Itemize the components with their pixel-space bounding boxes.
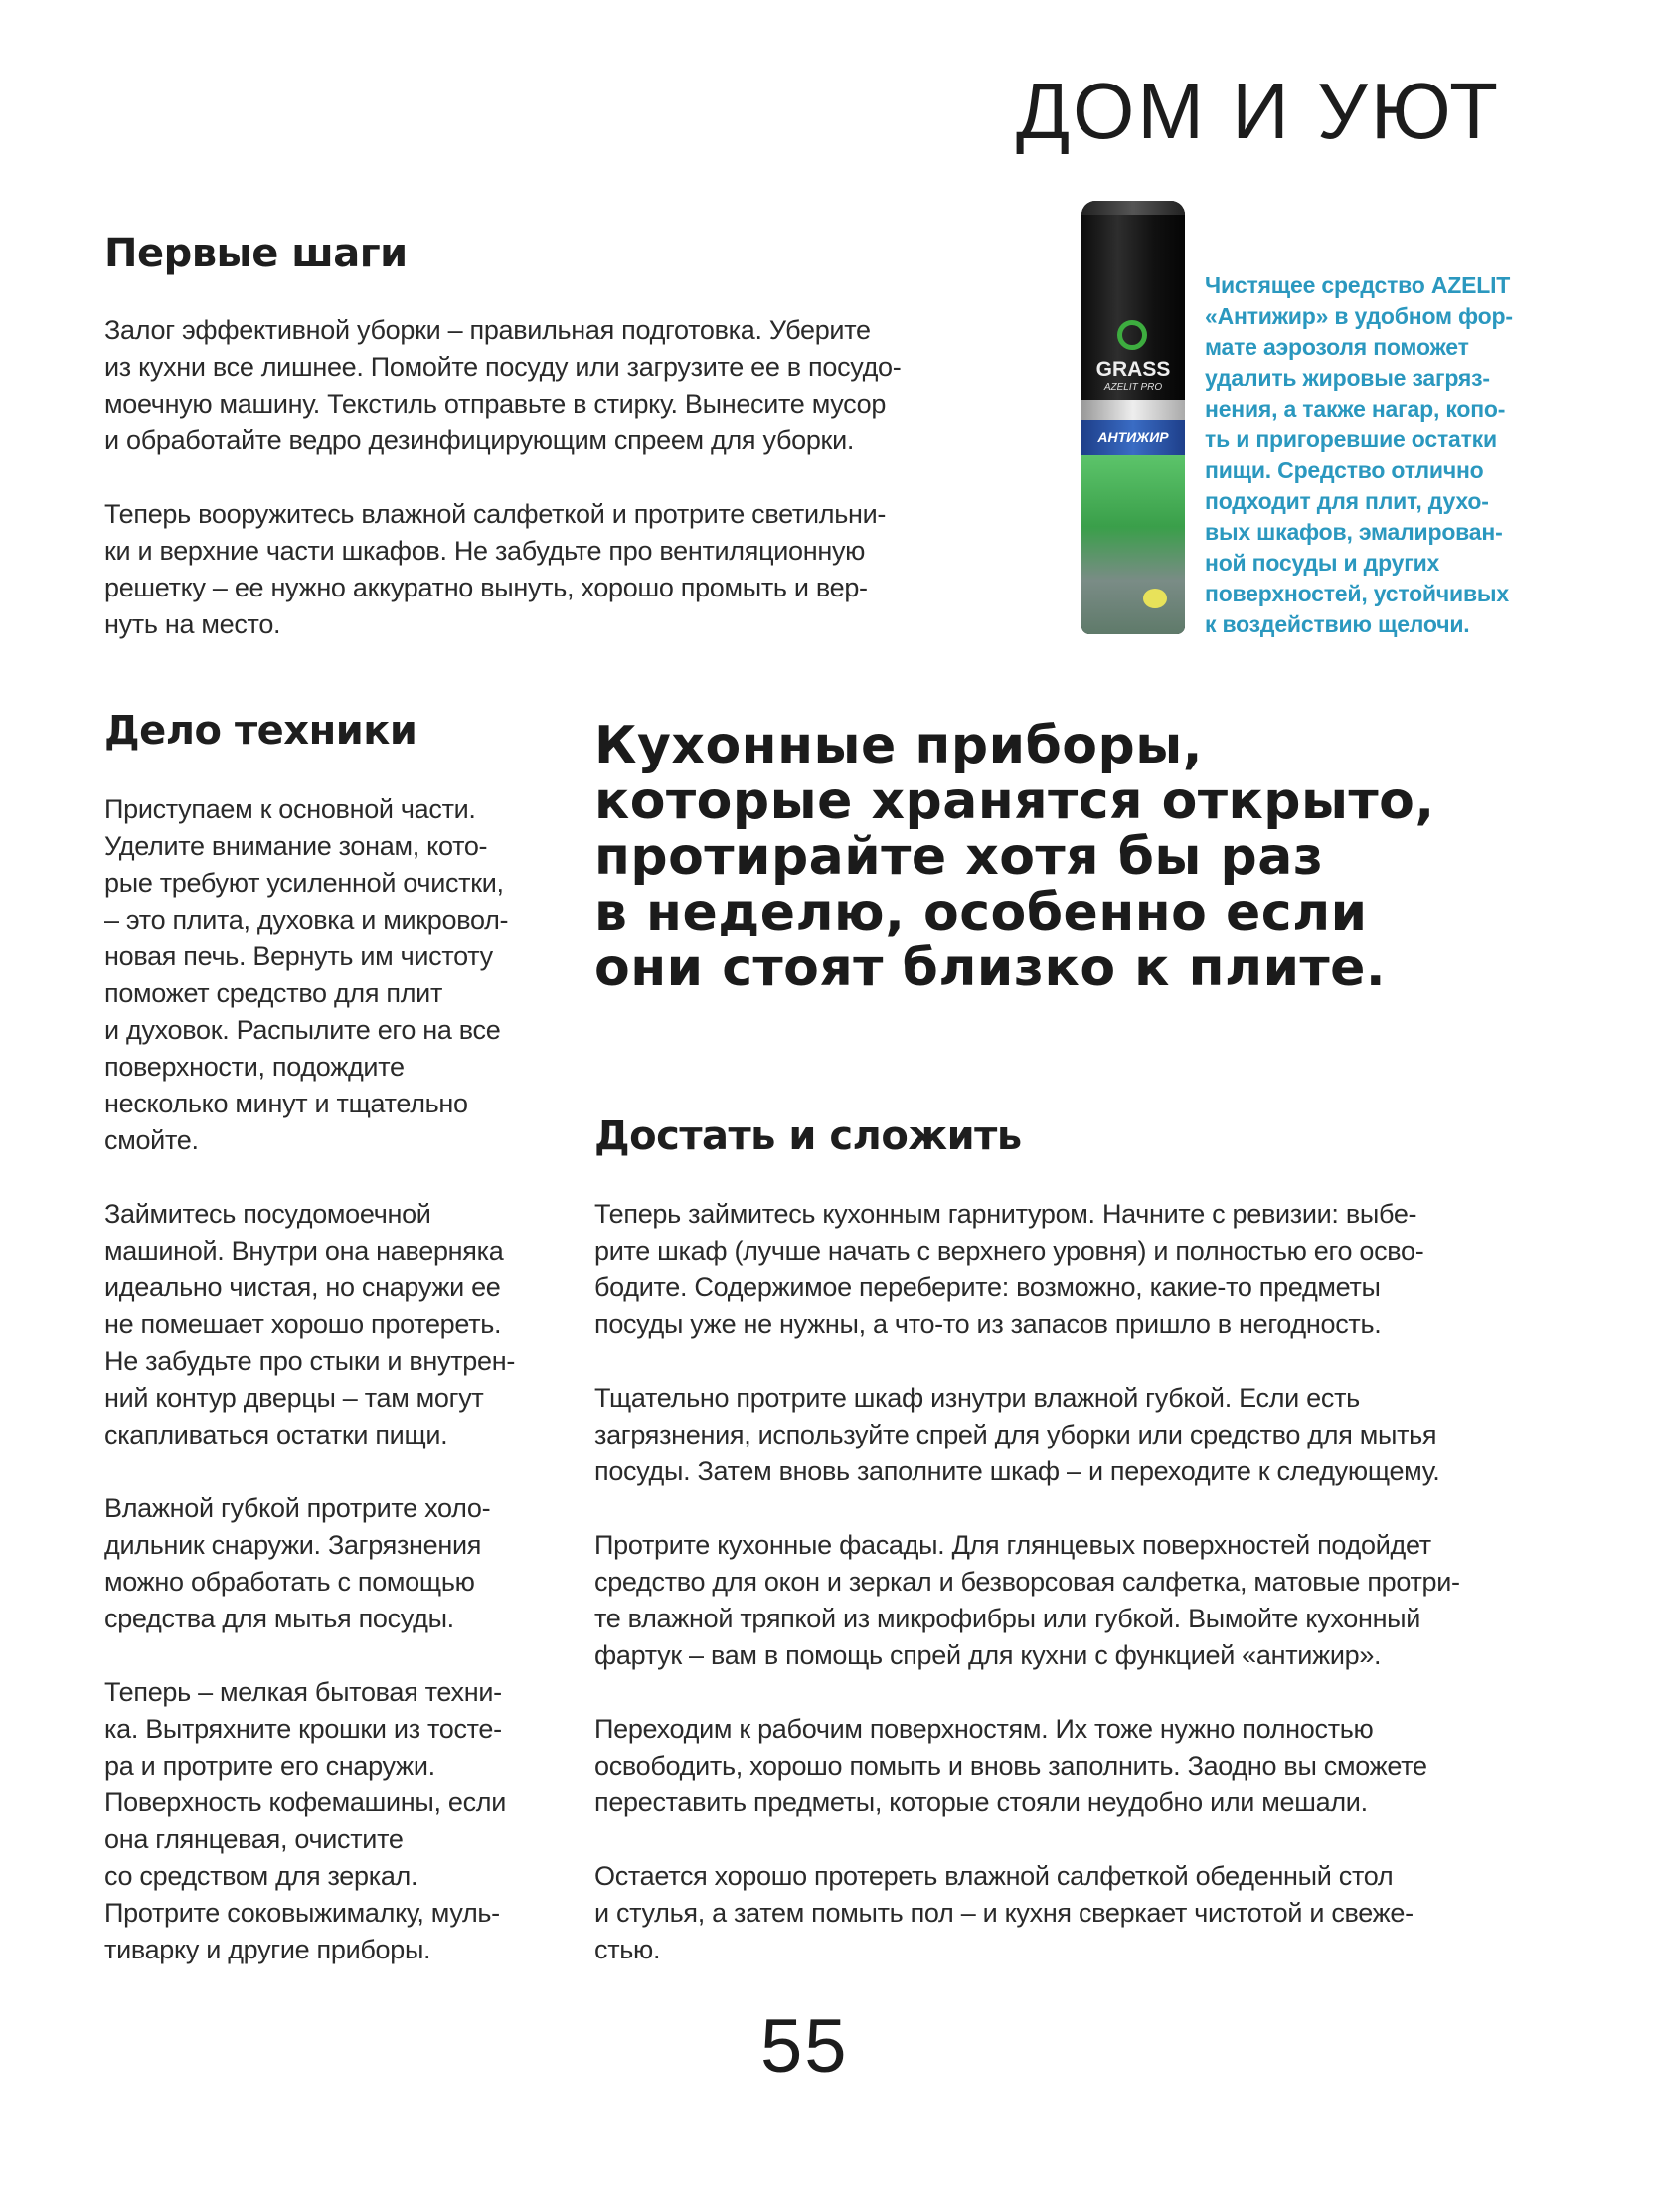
can-green-area xyxy=(1081,455,1185,634)
text-line: смойте. xyxy=(104,1125,199,1155)
paragraph xyxy=(594,1196,1460,1343)
text-line: которые хранятся открыто, xyxy=(594,771,1435,831)
text-line: Уделите внимание зонам, кото- xyxy=(104,831,488,861)
text-line: они стоят близко к плите. xyxy=(594,938,1387,998)
text-line: Поверхность кофемашины, если xyxy=(104,1787,507,1817)
text-line: рые требуют усиленной очистки, xyxy=(104,868,504,898)
lemon-icon xyxy=(1143,589,1167,608)
text-line: фартук – вам в помощь спрей для кухни с функцией «антижир». xyxy=(594,1640,1382,1670)
text-line: Приступаем к основной части. xyxy=(104,794,476,824)
text-line: скапливаться остатки пищи. xyxy=(104,1420,448,1449)
text-line: протирайте хотя бы раз xyxy=(594,827,1324,887)
paragraph xyxy=(594,1380,1460,1490)
text-line: ной посуды и других xyxy=(1205,550,1440,576)
text-line: Залог эффективной уборки – правильная подготовка. Уберите xyxy=(104,315,871,345)
text-line: средство для окон и зеркал и безворсовая салфетка, матовые протри- xyxy=(594,1567,1460,1597)
text-line: пищи. Средство отлично xyxy=(1205,457,1484,483)
text-line: к воздействию щелочи. xyxy=(1205,611,1470,637)
paragraph xyxy=(104,1674,515,1968)
text-line: не помешает хорошо протереть. xyxy=(104,1309,502,1339)
paragraph xyxy=(594,1858,1460,1968)
text-line: Переходим к рабочим поверхностям. Их тоже нужно полностью xyxy=(594,1714,1374,1744)
paragraph xyxy=(594,1711,1460,1821)
text-line: Теперь займитесь кухонным гарнитуром. Начните с ревизии: выбе- xyxy=(594,1199,1417,1229)
grass-logo-icon xyxy=(1117,320,1147,350)
technique-text xyxy=(104,791,515,2005)
text-line: тиварку и другие приборы. xyxy=(104,1935,431,1964)
text-line: несколько минут и тщательно xyxy=(104,1089,468,1118)
text-line: и духовок. Распылите его на все xyxy=(104,1015,501,1045)
heading-take-out-and-fold: Достать и сложить xyxy=(594,1113,1022,1159)
page-number: 55 xyxy=(760,2004,849,2089)
heading-first-steps: Первые шаги xyxy=(104,231,408,276)
text-line: – это плита, духовка и микровол- xyxy=(104,905,509,935)
text-line: рите шкаф (лучше начать с верхнего уровня) и полностью его осво- xyxy=(594,1236,1424,1266)
text-line: освободить, хорошо помыть и вновь заполнить. Заодно вы сможете xyxy=(594,1751,1427,1781)
can-label: АНТИЖИР xyxy=(1081,420,1185,455)
text-line: средства для мытья посуды. xyxy=(104,1604,454,1633)
heading-technique: Дело техники xyxy=(104,708,417,754)
take-out-text xyxy=(594,1196,1460,2005)
text-line: мате аэрозоля поможет xyxy=(1205,334,1469,360)
text-line: Протрите соковыжималку, муль- xyxy=(104,1898,500,1928)
text-line: решетку – ее нужно аккуратно вынуть, хорошо промыть и вер- xyxy=(104,573,868,602)
text-line: «Антижир» в удобном фор- xyxy=(1205,303,1513,329)
can-stripe xyxy=(1081,400,1185,420)
text-line: Тщательно протрите шкаф изнутри влажной губкой. Если есть xyxy=(594,1383,1360,1413)
text-line: Теперь вооружитесь влажной салфеткой и протрите светильни- xyxy=(104,499,887,529)
product-caption xyxy=(1205,270,1513,640)
paragraph xyxy=(104,791,515,1159)
text-line: удалить жировые загряз- xyxy=(1205,365,1490,391)
can-brand: GRASS xyxy=(1095,358,1171,381)
can-sub: AZELIT PRO xyxy=(1103,382,1163,393)
text-line: переставить предметы, которые стояли неудобно или мешали. xyxy=(594,1787,1368,1817)
text-line: дильник снаружи. Загрязнения xyxy=(104,1530,482,1560)
text-line: вых шкафов, эмалирован- xyxy=(1205,519,1503,545)
text-line: идеально чистая, но снаружи ее xyxy=(104,1273,501,1302)
text-line: подходит для плит, духо- xyxy=(1205,488,1489,514)
text-line: со средством для зеркал. xyxy=(104,1861,418,1891)
text-line: ка. Вытряхните крошки из тосте- xyxy=(104,1714,502,1744)
text-line: Теперь – мелкая бытовая техни- xyxy=(104,1677,502,1707)
pull-quote xyxy=(594,718,1435,996)
text-line: ки и верхние части шкафов. Не забудьте про вентиляционную xyxy=(104,536,866,566)
first-steps-text xyxy=(104,312,901,680)
text-line: можно обработать с помощью xyxy=(104,1567,475,1597)
text-line: поверхностей, устойчивых xyxy=(1205,581,1509,606)
text-line: посуды уже не нужны, а что-то из запасов пришло в негодность. xyxy=(594,1309,1382,1339)
text-line: в неделю, особенно если xyxy=(594,883,1368,942)
text-line: поверхности, подождите xyxy=(104,1052,405,1082)
text-line: загрязнения, используйте спрей для уборки или средство для мытья xyxy=(594,1420,1437,1449)
text-line: Влажной губкой протрите холо- xyxy=(104,1493,491,1523)
text-line: нуть на место. xyxy=(104,609,281,639)
text-line: новая печь. Вернуть им чистоту xyxy=(104,941,493,971)
can-cap xyxy=(1081,201,1185,215)
text-line: и обработайте ведро дезинфицирующим спреем для уборки. xyxy=(104,425,855,455)
text-line: ть и пригоревшие остатки xyxy=(1205,426,1497,452)
text-line: те влажной тряпкой из микрофибры или губкой. Вымойте кухонный xyxy=(594,1604,1421,1633)
text-line: ний контур дверцы – там могут xyxy=(104,1383,484,1413)
paragraph xyxy=(104,1196,515,1453)
text-line: ра и протрите его снаружи. xyxy=(104,1751,435,1781)
text-line: Протрите кухонные фасады. Для глянцевых поверхностей подойдет xyxy=(594,1530,1431,1560)
text-line: она глянцевая, очистите xyxy=(104,1824,404,1854)
text-line: стью. xyxy=(594,1935,661,1964)
text-line: и стулья, а затем помыть пол – и кухня сверкает чистотой и свеже- xyxy=(594,1898,1414,1928)
text-line: машиной. Внутри она наверняка xyxy=(104,1236,504,1266)
text-line: поможет средство для плит xyxy=(104,978,443,1008)
text-line: Займитесь посудомоечной xyxy=(104,1199,431,1229)
text-line: моечную машину. Текстиль отправьте в стирку. Вынесите мусор xyxy=(104,389,887,419)
paragraph xyxy=(104,1490,515,1637)
text-line: бодите. Содержимое переберите: возможно, какие-то предметы xyxy=(594,1273,1381,1302)
text-line: посуды. Затем вновь заполните шкаф – и переходите к следующему. xyxy=(594,1456,1440,1486)
text-line: Кухонные приборы, xyxy=(594,716,1204,775)
text-line: Не забудьте про стыки и внутрен- xyxy=(104,1346,516,1376)
text-line: из кухни все лишнее. Помойте посуду или загрузите ее в посудо- xyxy=(104,352,902,382)
text-line: Остается хорошо протереть влажной салфеткой обеденный стол xyxy=(594,1861,1394,1891)
product-can-image xyxy=(1081,201,1185,634)
paragraph xyxy=(104,496,901,643)
text-line: Чистящее средство AZELIT xyxy=(1205,272,1511,298)
paragraph xyxy=(594,1527,1460,1674)
section-title: ДОМ И УЮТ xyxy=(1016,67,1502,155)
text-line: нения, а также нагар, копо- xyxy=(1205,396,1506,422)
paragraph xyxy=(104,312,901,459)
